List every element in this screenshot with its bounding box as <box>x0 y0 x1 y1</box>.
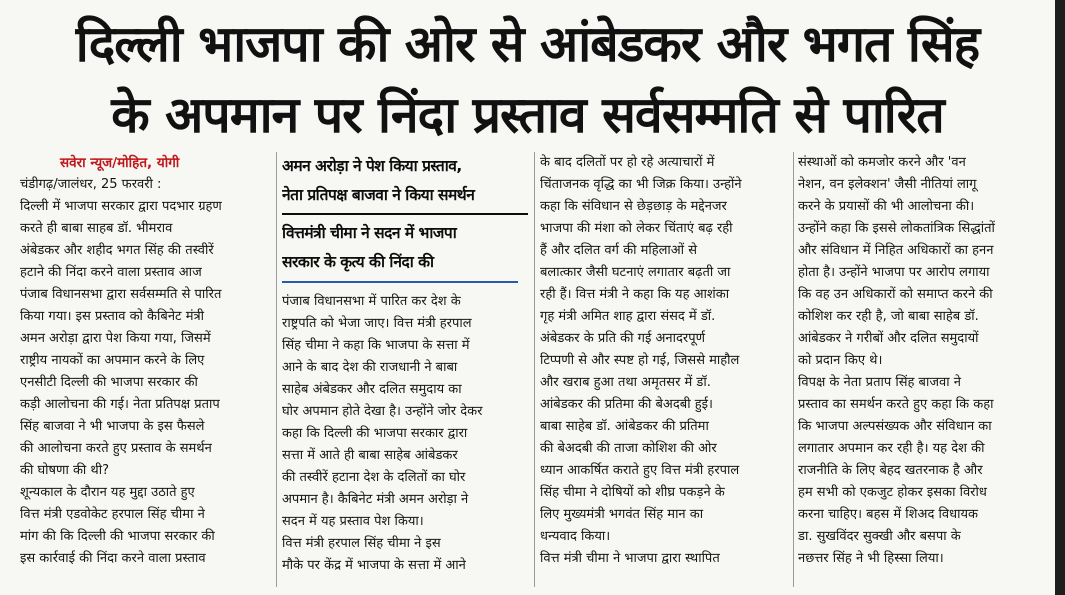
article-text-line: विपक्ष के नेता प्रताप सिंह बाजवा ने <box>798 375 961 390</box>
article-text-line: हम सभी को एकजुट होकर इसका विरोध <box>798 485 987 500</box>
article-text-line: की बेअदबी की ताजा कोशिश की ओर <box>540 441 717 456</box>
article-text-line: अंबेडकर और शहीद भगत सिंह की तस्वीरें <box>20 243 214 258</box>
article-text-line: भाजपा की मंशा को लेकर चिंताएं बढ़ रही <box>540 221 733 236</box>
article-text-line: की तस्वीरें हटाना देश के दलितों का घोर <box>282 470 466 485</box>
article-text-line: टिप्पणी से और स्पष्ट हो गई, जिससे माहौल <box>540 353 740 368</box>
article-text-line: संस्थाओं को कमजोर करने और 'वन <box>798 155 966 170</box>
article-text-line: चंडीगढ़/जालंधर, 25 फरवरी : <box>20 177 162 192</box>
article-text-line: करना चाहिए। बहस में शिअद विधायक <box>798 507 978 522</box>
article-text-line: डा. सुखविंदर सुक्खी और बसपा के <box>798 529 961 544</box>
article-text-line: सिंह चीमा ने कहा कि भाजपा के सत्ता में <box>282 338 470 353</box>
article-text-line: पंजाब विधानसभा में पारित कर देश के <box>282 294 461 309</box>
article-text-line: प्रस्ताव का समर्थन करते हुए कहा कि कहा <box>798 397 994 412</box>
article-text-line: अपमान है। कैबिनेट मंत्री अमन अरोड़ा ने <box>282 492 469 507</box>
article-text-line: गृह मंत्री अमित शाह द्वारा संसद में डॉ. <box>540 309 716 324</box>
scan-edge <box>1055 0 1065 595</box>
article-text-line: कि वह उन अधिकारों को समाप्त करने की <box>798 287 993 302</box>
article-text-line: सिंह बाजवा ने भी भाजपा के इस फैसले <box>20 419 205 434</box>
article-text-line: होता है। उन्होंने भाजपा पर आरोप लगाया <box>798 265 990 280</box>
article-text-line: राष्ट्रीय नायकों का अपमान करने के लिए <box>20 353 205 368</box>
article-text-line: करते ही बाबा साहब डॉ. भीमराव <box>20 221 173 236</box>
article-text-line: वित्त मंत्री हरपाल सिंह चीमा ने इस <box>282 536 441 551</box>
article-column-2 <box>282 152 528 592</box>
article-column-4 <box>798 152 1048 592</box>
article-text-line: रही हैं। वित्त मंत्री ने कहा कि यह आशंका <box>540 287 730 302</box>
article-text-line: धन्यवाद किया। <box>540 529 611 544</box>
article-text-line: नेशन, वन इलेक्शन' जैसी नीतियां लागू <box>798 177 977 192</box>
subheadline-divider <box>282 213 528 215</box>
article-text-line: पंजाब विधानसभा द्वारा सर्वसम्मति से पारित <box>20 287 222 302</box>
article-text-line: लिए मुख्यमंत्री भगवंत सिंह मान का <box>540 507 704 522</box>
article-text-line: सदन में यह प्रस्ताव पेश किया। <box>282 514 424 529</box>
column-rule <box>276 152 277 587</box>
column-rule <box>793 152 794 587</box>
article-text-line: इस कार्रवाई की निंदा करने वाला प्रस्ताव <box>20 551 206 566</box>
article-text-line: किया गया। इस प्रस्ताव को कैबिनेट मंत्री <box>20 309 205 324</box>
article-text-line: अंबेडकर के प्रति की गई अनादरपूर्ण <box>540 331 706 346</box>
article-text-line: आने के बाद देश की राजधानी ने बाबा <box>282 360 458 375</box>
article-text-line: और संविधान में निहित अधिकारों का हनन <box>798 243 994 258</box>
article-text-line: मौके पर केंद्र में भाजपा के सत्ता में आने <box>282 558 466 573</box>
article-column-1 <box>20 152 270 592</box>
article-text-line: ध्यान आकर्षित कराते हुए वित्त मंत्री हरपाल <box>540 463 740 478</box>
article-text-line: हटाने की निंदा करने वाला प्रस्ताव आज <box>20 265 202 280</box>
article-text-line: उन्होंने कहा कि इससे लोकतांत्रिक सिद्धांतों <box>798 221 995 236</box>
article-text-line: बाबा साहेब डॉ. आंबेडकर की प्रतिमा <box>540 419 709 434</box>
article-text-line: और खराब हुआ तथा अमृतसर में डॉ. <box>540 375 711 390</box>
subheadline-line: नेता प्रतिपक्ष बाजवा ने किया समर्थन <box>282 186 475 204</box>
article-text-line: घोर अपमान होते देखा है। उन्होंने जोर देकर <box>282 404 483 419</box>
article-text-line: शून्यकाल के दौरान यह मुद्दा उठाते हुए <box>20 485 195 500</box>
article-text-line: बलात्कार जैसी घटनाएं लगातार बढ़ती जा <box>540 265 731 280</box>
article-text-line: अमन अरोड़ा द्वारा पेश किया गया, जिसमें <box>20 331 211 346</box>
article-text-line: राजनीति के लिए बेहद खतरनाक है और <box>798 463 983 478</box>
article-text-line: कड़ी आलोचना की गई। नेता प्रतिपक्ष प्रताप <box>20 397 220 412</box>
headline-line-1: दिल्ली भाजपा की ओर से आंबेडकर और भगत सिंह <box>75 15 980 73</box>
headline-line-2: के अपमान पर निंदा प्रस्ताव सर्वसम्मति से पारित <box>111 86 944 144</box>
article-text-line: चिंताजनक वृद्धि का भी जिक्र किया। उन्होंने <box>540 177 742 192</box>
article-text-line: हैं और दलित वर्ग की महिलाओं से <box>540 243 698 258</box>
column-rule <box>534 152 535 587</box>
article-text-line: वित्त मंत्री चीमा ने भाजपा द्वारा स्थापित <box>540 551 720 566</box>
article-text-line: को प्रदान किए थे। <box>798 353 883 368</box>
subheadline-line: सरकार के कृत्य की निंदा की <box>282 253 434 271</box>
article-text-line: करने के प्रयासों की भी आलोचना की। <box>798 199 975 214</box>
article-text-line: कहा कि दिल्ली की भाजपा सरकार द्वारा <box>282 426 468 441</box>
subheadline-line: वित्तमंत्री चीमा ने सदन में भाजपा <box>282 224 457 242</box>
article-text-line: लगातार अपमान कर रही है। यह देश की <box>798 441 985 456</box>
article-text-line: के बाद दलितों पर हो रहे अत्याचारों में <box>540 155 715 170</box>
article-text-line: सिंह चीमा ने दोषियों को शीघ्र पकड़ने के <box>540 485 725 500</box>
article-text-line: दिल्ली में भाजपा सरकार द्वारा पदभार ग्रहण <box>20 199 222 214</box>
article-column-3 <box>540 152 788 592</box>
article-text-line: वित्त मंत्री एडवोकेट हरपाल सिंह चीमा ने <box>20 507 205 522</box>
article-text-line: मांग की कि दिल्ली की भाजपा सरकार की <box>20 529 215 544</box>
article-text-line: एनसीटी दिल्ली की भाजपा सरकार की <box>20 375 198 390</box>
article-text-line: साहेब अंबेडकर और दलित समुदाय का <box>282 382 462 397</box>
subheadline-line: अमन अरोड़ा ने पेश किया प्रस्ताव, <box>282 157 462 175</box>
article-text-line: की आलोचना करते हुए प्रस्ताव के समर्थन <box>20 441 212 456</box>
article-text-line: नछत्तर सिंह ने भी हिस्सा लिया। <box>798 551 944 566</box>
article-text-line: कोशिश कर रही है, जो बाबा साहेब डॉ. <box>798 309 979 324</box>
article-text-line: कहा कि संविधान से छेड़छाड़ के मद्देनजर <box>540 199 727 214</box>
article-text-line: आंबेडकर ने गरीबों और दलित समुदायों <box>798 331 979 346</box>
subheadline-divider <box>282 281 518 283</box>
article-text-line: आंबेडकर की प्रतिमा की बेअदबी हुई। <box>540 397 713 412</box>
article-text-line: राष्ट्रपति को भेजा जाए। वित्त मंत्री हरपाल <box>282 316 472 331</box>
subheadline-box <box>282 152 528 283</box>
article-text-line: की घोषणा की थी? <box>20 463 110 478</box>
article-text-line: कि भाजपा अल्पसंख्यक और संविधान का <box>798 419 992 434</box>
byline: सवेरा न्यूज/मोहित, योगी <box>60 155 180 171</box>
article-text-line: सत्ता में आते ही बाबा साहेब आंबेडकर <box>282 448 458 463</box>
